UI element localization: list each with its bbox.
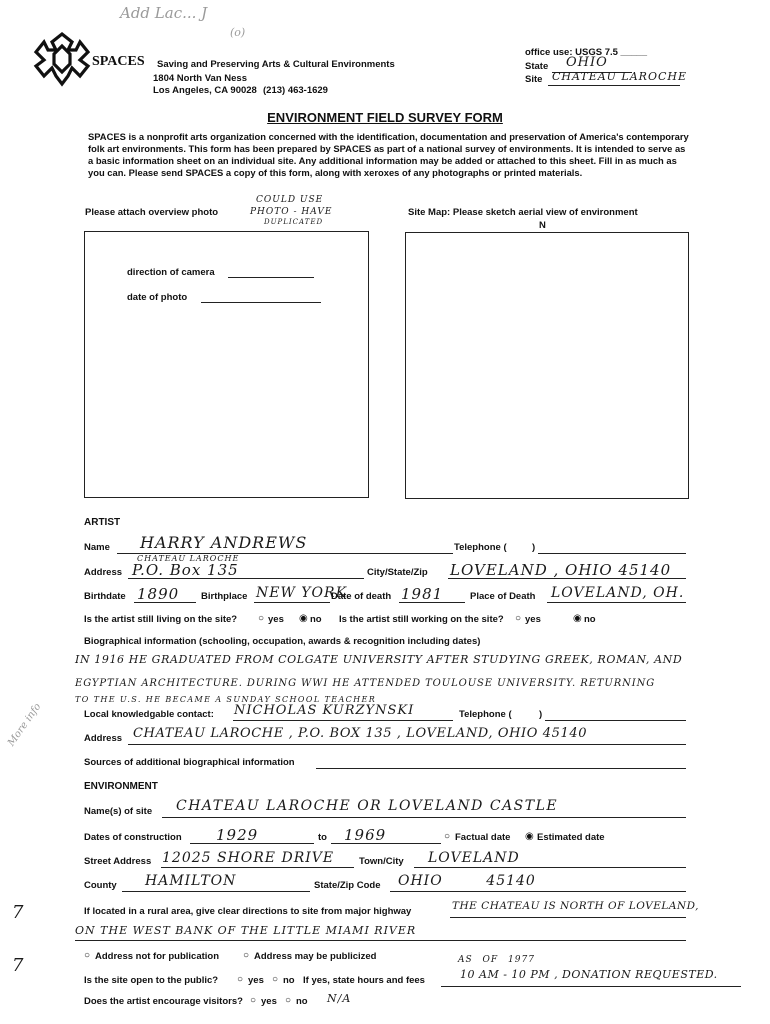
death-place-label: Place of Death (470, 591, 536, 602)
bio-line-1: IN 1916 HE GRADUATED FROM COLGATE UNIVERSITY AFTER STUDYING GREEK, ROMAN, AND (75, 653, 683, 666)
sitemap-label: Site Map: Please sketch aerial view of environment (408, 207, 638, 218)
photo-note-1: COULD USE (256, 195, 324, 205)
org-phone: (213) 463-1629 (263, 85, 328, 96)
living-no-radio[interactable]: ◉ (299, 613, 308, 624)
org-address-1: 1804 North Van Ness (153, 73, 247, 84)
contact-telephone-label: Telephone ( (459, 709, 512, 720)
encourage-value: N/A (327, 992, 352, 1005)
estimated-radio[interactable]: ◉ (525, 831, 534, 842)
form-title: ENVIRONMENT FIELD SURVEY FORM (267, 110, 503, 125)
org-tagline: Saving and Preserving Arts & Cultural Environments (157, 59, 395, 70)
artist-address-value: P.O. Box 135 (132, 561, 239, 579)
hours-label: If yes, state hours and fees (303, 975, 425, 986)
construction-from-value: 1929 (216, 826, 259, 844)
state-label: State (525, 61, 549, 72)
north-marker: N (539, 220, 546, 231)
artist-section-title: ARTIST (84, 517, 121, 528)
bio-label: Biographical information (schooling, occupation, awards & recognition including dates) (84, 636, 481, 647)
site-name-label: Name(s) of site (84, 806, 153, 817)
encourage-yes-radio[interactable]: ○ (250, 995, 257, 1006)
bio-line-3: TO THE U.S. HE BECAME A SUNDAY SCHOOL TEACHER (75, 695, 377, 704)
artist-city-label: City/State/Zip (367, 567, 428, 578)
contact-telephone-close: ) (539, 709, 543, 720)
factual-label: Factual date (455, 832, 511, 843)
living-yes-label: yes (268, 614, 284, 625)
org-address-2: Los Angeles, CA 90028 (153, 85, 257, 96)
rural-label: If located in a rural area, give clear directions to site from major highway (84, 906, 412, 917)
encourage-no-radio[interactable]: ○ (285, 995, 292, 1006)
open-no-radio[interactable]: ○ (272, 974, 279, 985)
encourage-question: Does the artist encourage visitors? (84, 996, 243, 1007)
camera-direction-label: direction of camera (127, 267, 215, 278)
left-margin-note: More info (6, 701, 44, 749)
margin-mark-1: 7 (12, 902, 25, 923)
construction-label: Dates of construction (84, 832, 182, 843)
org-name: SPACES (92, 54, 145, 69)
addr-may-pub-label: Address may be publicized (254, 951, 377, 962)
working-yes-radio[interactable]: ○ (515, 613, 522, 624)
photo-date-label: date of photo (127, 292, 188, 303)
contact-label: Local knowledgable contact: (84, 709, 214, 720)
top-scribble: Add Lac... J (120, 4, 208, 22)
contact-value: NICHOLAS KURZYNSKI (234, 703, 415, 718)
artist-telephone-label: Telephone ( (454, 542, 507, 553)
artist-address-note: CHATEAU LAROCHE (137, 554, 240, 563)
death-place-value: LOVELAND, OH. (551, 585, 685, 601)
sources-label: Sources of additional biographical information (84, 757, 295, 768)
artist-address-label: Address (84, 567, 123, 578)
working-question: Is the artist still working on the site? (339, 614, 504, 625)
rural-value-2: ON THE WEST BANK OF THE LITTLE MIAMI RIVER (75, 924, 417, 937)
death-date-value: 1981 (401, 585, 444, 603)
open-question: Is the site open to the public? (84, 975, 219, 986)
site-label: Site (525, 74, 543, 85)
living-question: Is the artist still living on the site? (84, 614, 238, 625)
open-yes-radio[interactable]: ○ (237, 974, 244, 985)
photo-label: Please attach overview photo (85, 207, 219, 218)
estimated-label: Estimated date (537, 832, 605, 843)
artist-name-value: HARRY ANDREWS (140, 533, 308, 552)
street-value: 12025 SHORE DRIVE (162, 850, 335, 866)
town-label: Town/City (359, 856, 404, 867)
intro-paragraph: SPACES is a nonprofit arts organization concerned with the identification, documentation and preservation of America's contemporary folk art environments. This form has been prepared by SPACES as part of a national survey of environments. It is intended to serve as a basic information sheet on an individual site. Any additional information may be added or attached to this sheet. Fill in as much as you can. Please send SPACES a copy of this form, along with xeroxes of any photographs or printed materials. (88, 131, 689, 178)
addr-not-pub-label: Address not for publication (95, 951, 220, 962)
open-no-label: no (283, 975, 295, 986)
sitemap-box[interactable] (405, 232, 689, 499)
working-yes-label: yes (525, 614, 541, 625)
construction-to-value: 1969 (344, 826, 387, 844)
statezip-value: OHIO 45140 (398, 873, 536, 889)
site-value: CHATEAU LAROCHE (552, 70, 688, 83)
county-value: HAMILTON (145, 873, 237, 889)
addr-not-pub-radio[interactable]: ○ (84, 950, 91, 961)
encourage-no-label: no (296, 996, 308, 1007)
office-use-label: office use: USGS 7.5 _____ (525, 47, 647, 58)
hours-value: 10 AM - 10 PM , DONATION REQUESTED. (460, 968, 718, 981)
top-scribble-2: (o) (230, 26, 246, 39)
photo-note-3: DUPLICATED (264, 218, 324, 226)
margin-mark-2: 7 (12, 955, 25, 976)
environment-section-title: ENVIRONMENT (84, 781, 158, 792)
contact-address-value: CHATEAU LAROCHE , P.O. BOX 135 , LOVELAND, OHIO 45140 (133, 726, 588, 741)
state-value: OHIO (566, 55, 608, 70)
county-label: County (84, 880, 117, 891)
open-yes-label: yes (248, 975, 264, 986)
factual-radio[interactable]: ○ (444, 831, 451, 842)
encourage-yes-label: yes (261, 996, 277, 1007)
bio-line-2: EGYPTIAN ARCHITECTURE. DURING WWI HE ATTENDED TOULOUSE UNIVERSITY. RETURNING (75, 678, 656, 689)
living-no-label: no (310, 614, 322, 625)
artist-name-label: Name (84, 542, 110, 553)
addr-may-pub-radio[interactable]: ○ (243, 950, 250, 961)
birthplace-label: Birthplace (201, 591, 248, 602)
birthdate-label: Birthdate (84, 591, 126, 602)
living-yes-radio[interactable]: ○ (258, 613, 265, 624)
birthdate-value: 1890 (137, 585, 180, 603)
death-date-label: Date of death (331, 591, 392, 602)
rural-value-1: THE CHATEAU IS NORTH OF LOVELAND, (452, 900, 699, 912)
town-value: LOVELAND (428, 850, 520, 866)
site-name-value: CHATEAU LAROCHE OR LOVELAND CASTLE (176, 798, 559, 814)
street-label: Street Address (84, 856, 152, 867)
artist-telephone-close: ) (532, 542, 536, 553)
spaces-logo-icon (32, 30, 92, 88)
working-no-radio[interactable]: ◉ (573, 613, 582, 624)
as-of-note: AS OF 1977 (458, 955, 535, 965)
contact-address-label: Address (84, 733, 123, 744)
statezip-label: State/Zip Code (314, 880, 381, 891)
construction-to-label: to (318, 832, 327, 843)
working-no-label: no (584, 614, 596, 625)
photo-note-2: PHOTO - HAVE (250, 207, 333, 217)
artist-city-value: LOVELAND , OHIO 45140 (450, 561, 672, 579)
birthplace-value: NEW YORK (256, 585, 348, 601)
